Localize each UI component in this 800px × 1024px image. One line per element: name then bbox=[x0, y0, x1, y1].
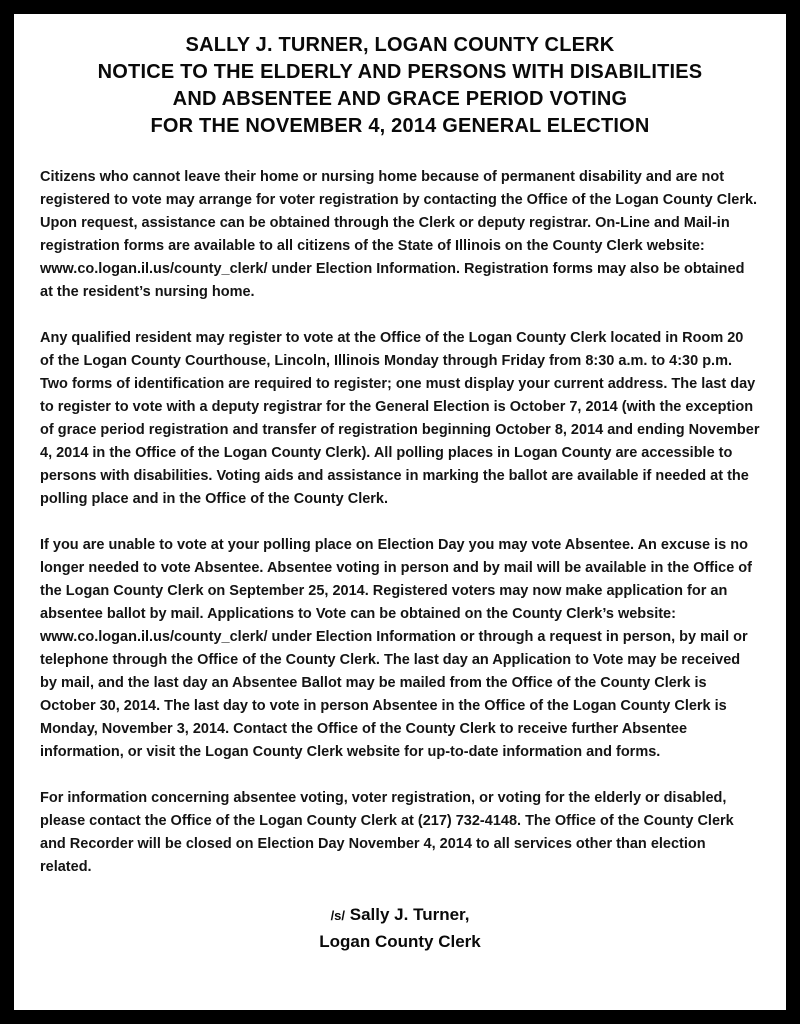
paragraph-voter-registration: Citizens who cannot leave their home or nursing home because of permanent disability and are not registered to vote may arrange for voter registration by contacting the Office of the Logan County Clerk. Upon request, assistance can be obtained through the Clerk or deputy registrar. On-Line and Mail-in registration forms are available to all citizens of the State of Illinois on the County Clerk website: www.co.logan.il.us/county_clerk/ under Election Information. Registration forms may also be obtained at the resident’s nursing home. bbox=[40, 169, 758, 300]
signature-title: Logan County Clerk bbox=[319, 932, 481, 951]
signature-name: Sally J. Turner, bbox=[345, 905, 470, 924]
notice-title bbox=[40, 32, 760, 140]
signature-block bbox=[40, 902, 760, 955]
title-line-absentee: AND ABSENTEE AND GRACE PERIOD VOTING bbox=[172, 88, 628, 110]
title-line-clerk-name: SALLY J. TURNER, LOGAN COUNTY CLERK bbox=[185, 34, 615, 56]
title-line-notice: NOTICE TO THE ELDERLY AND PERSONS WITH DISABILITIES bbox=[97, 61, 703, 83]
signature-name-line bbox=[40, 902, 760, 929]
paragraph-contact-info: For information concerning absentee voting, voter registration, or voting for the elderly or disabled, please contact the Office of the Logan County Clerk at (217) 732-4148. The Office of the County Clerk and Recorder will be closed on Election Day November 4, 2014 to all services other than election related. bbox=[40, 790, 734, 875]
title-line-election: FOR THE NOVEMBER 4, 2014 GENERAL ELECTION bbox=[150, 115, 650, 137]
paragraph-registration-deadlines: Any qualified resident may register to vote at the Office of the Logan County Clerk located in Room 20 of the Logan County Courthouse, Lincoln, Illinois Monday through Friday from 8:30 a.m. to 4:30 p.m. Two forms of identification are required to register; one must display your current address. The last day to register to vote with a deputy registrar for the General Election is October 7, 2014 (with the exception of grace period registration and transfer of registration beginning October 8, 2014 and ending November 4, 2014 in the Office of the Logan County Clerk). All polling places in Logan County are accessible to persons with disabilities. Voting aids and assistance in marking the ballot are available if needed at the polling place and in the Office of the County Clerk. bbox=[40, 330, 760, 507]
signature-prefix: /s/ bbox=[330, 908, 346, 923]
paragraph-absentee-voting: If you are unable to vote at your polling place on Election Day you may vote Absentee. An excuse is no longer needed to vote Absentee. Absentee voting in person and by mail will be available in the Office of the Logan County Clerk on September 25, 2014. Registered voters may now make application for an absentee ballot by mail. Applications to Vote can be obtained on the County Clerk’s website: www.co.logan.il.us/county_clerk/ under Election Information or through a request in person, by mail or telephone through the Office of the County Clerk. The last day an Application to Vote may be received by mail, and the last day an Absentee Ballot may be mailed from the Office of the County Clerk is October 30, 2014. The last day to vote in person Absentee in the Office of the Logan County Clerk is Monday, November 3, 2014. Contact the Office of the County Clerk to receive further Absentee information, or visit the Logan County Clerk website for up-to-date information and forms. bbox=[40, 537, 752, 760]
notice-page bbox=[14, 14, 786, 1010]
